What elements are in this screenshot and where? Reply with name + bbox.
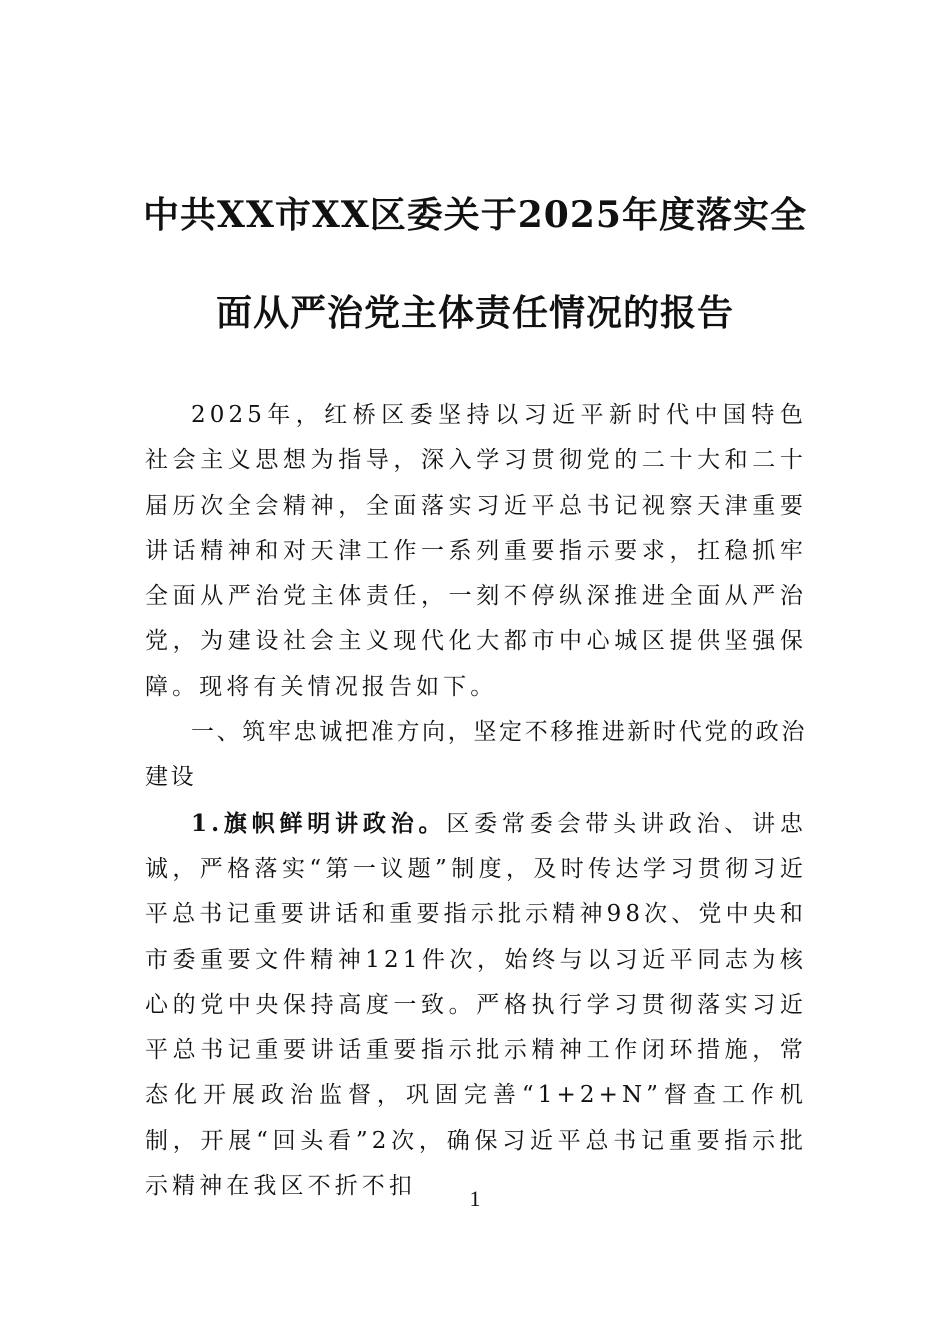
item-1-lead: 1.旗帜鲜明讲政治。 <box>191 809 447 837</box>
title-line-1: 中共XX市XX区委关于2025年度落实全 <box>143 194 807 236</box>
document-body <box>145 393 807 1209</box>
item-1-paragraph <box>145 801 807 1210</box>
title-line-2: 面从严治党主体责任情况的报告 <box>215 292 734 334</box>
section-heading-1: 一、筑牢忠诚把准方向，坚定不移推进新时代党的政治建设 <box>145 719 807 791</box>
page-number: 1 <box>469 1186 481 1211</box>
item-1-text: 区委常委会带头讲政治、讲忠诚，严格落实“第一议题”制度，及时传达学习贯彻习近平总书记重要讲话和重要指示批示精神98次、党中央和市委重要文件精神121件次，始终与以习近平同志为核心的党中央保持高度一致。严格执行学习贯彻落实习近平总书记重要讲话重要指示批示精神工作闭环措施，常态化开展政治监督，巩固完善“1+2+N”督查工作机制，开展“回头看”2次，确保习近平总书记重要指示批示精神在我区不折不扣 <box>145 810 807 1200</box>
intro-paragraph: 2025年，红桥区委坚持以习近平新时代中国特色社会主义思想为指导，深入学习贯彻党的二十大和二十届历次全会精神，全面落实习近平总书记视察天津重要讲话精神和对天津工作一系列重要指示要求，扛稳抓牢全面从严治党主体责任，一刻不停纵深推进全面从严治党，为建设社会主义现代化大都市中心城区提供坚强保障。现将有关情况报告如下。 <box>145 402 807 700</box>
document-title <box>120 166 830 362</box>
